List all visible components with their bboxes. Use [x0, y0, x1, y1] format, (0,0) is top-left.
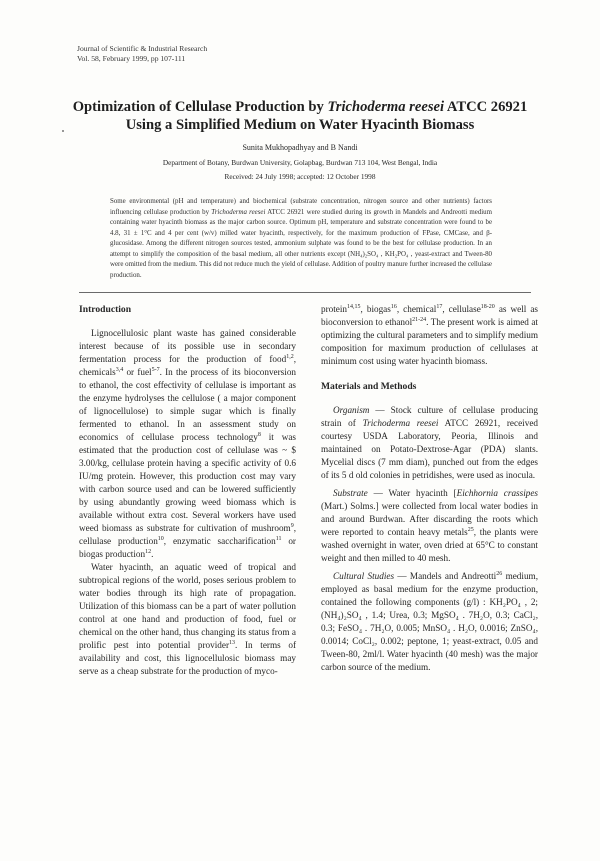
text: . In terms of availability and cost, this lignocellulosic biomass may serve as a cheap substrate for the production of myco-	[79, 640, 297, 676]
authors: Sunita Mukhopadhyay and B Nandi	[242, 143, 358, 152]
text: — Stock culture of cellulase producing strain of	[321, 405, 538, 428]
cultural-studies-paragraph	[321, 570, 538, 674]
citation: 25	[467, 526, 474, 533]
abstract-text: Some environmental (pH and temperature) and biochemical (substrate concentration, nitrogen source and other nutrients) factors influencing cellulase production by	[110, 198, 492, 216]
section-heading-introduction: Introduction	[79, 304, 132, 315]
citation: 11	[275, 535, 282, 542]
title-part: ATCC 26921	[444, 99, 528, 115]
citation: 14,15	[347, 303, 361, 310]
citation: 16	[390, 303, 397, 310]
organism-paragraph	[321, 404, 538, 482]
run-in-heading: Substrate	[333, 488, 368, 498]
intro-continuation	[321, 303, 538, 368]
text: , chemical	[396, 304, 437, 314]
text: medium, employed as basal medium for the enzyme production, contained the following components (g/l) : KH₂PO₄ , 2; (NH₄)₂SO₄ , 1.4; Urea, 0.3; MgSO₄ . 7H₂O, 0.3; CaCl₂, 0.3; FeSO₄ . 7H₂O, 0.005; MnSO₄ . H₂O, 0.0016; ZnSO₄, 0.0014; CoCl₂, 0.002; peptone, 1; yeast-extract, 0.05 and Tween-80, 2ml/l. Water hyacinth (40 mesh) was the major carbon source of the medium.	[321, 571, 538, 672]
intro-paragraph-1	[79, 327, 296, 561]
citation: 1,2	[286, 353, 294, 360]
abstract-organism: Trichoderma reesei	[211, 208, 266, 216]
text: ATCC 26921, received courtesy USDA Laboratory, Peoria, Illinois and maintained on Potato-Dextrose-Agar (PDA) slants. Mycelial discs (7 mm diam), punched out from the edges of its 5 d old colonies in petridishes, were used as inocula.	[321, 418, 538, 480]
text: Lignocellulosic plant waste has gained considerable interest because of its possible use in secondary fermentation process for the production of food	[79, 328, 296, 364]
text: or biogas production	[79, 536, 296, 559]
intro-paragraph-2	[79, 561, 296, 678]
title-line2: Using a Simplified Medium on Water Hyacinth Biomass	[125, 117, 475, 133]
run-in-heading: Cultural Studies	[333, 571, 395, 581]
text: Water hyacinth, an aquatic weed of tropical and subtropical regions of the world, poses serious problem to water bodies through its high rate of propagation. Utilization of this biomass can be a part of water pollution control at one hand and production of food, fuel or chemical on the other hand, thus changing its status from a prolific pest into potential provider	[79, 562, 296, 650]
citation: 13	[229, 639, 236, 646]
citation: 21-24	[412, 316, 427, 323]
text: . The present work is aimed at optimizing the cultural parameters and to simplify medium composition for maximum production of cellulases at minimum cost using water hyacinth biomass.	[321, 317, 538, 366]
text: , biogas	[360, 304, 391, 314]
species-name: Eichhornia crassipes	[456, 488, 538, 498]
text: .	[151, 549, 154, 559]
title-organism: Trichoderma reesei	[327, 99, 445, 115]
citation: 18-20	[480, 303, 495, 310]
citation: 3,4	[115, 366, 124, 373]
citation: 5-7	[151, 366, 160, 373]
left-column	[79, 303, 296, 678]
text: — Mandels and Andreotti	[394, 571, 497, 581]
divider	[79, 292, 531, 293]
paper-title	[60, 98, 540, 134]
title-part: Optimization of Cellulase Production by	[72, 99, 328, 115]
section-heading-materials: Materials and Methods	[321, 381, 417, 392]
journal-header	[77, 44, 207, 64]
text: , the plants were washed overnight in water, oven dried at 65°C to constant weight and then milled to 40 mesh.	[321, 527, 538, 563]
organism-name: Trichoderma reesei	[362, 418, 439, 428]
citation: 9	[290, 522, 294, 529]
affiliation: Department of Botany, Burdwan University, Golapbag, Burdwan 713 104, West Bengal, India	[162, 158, 438, 167]
text: (Mart.) Solms.] were collected from local water bodies in and around Burdwan. After discarding the roots which were reported to contain heavy metals	[321, 501, 538, 537]
citation: 12	[145, 548, 152, 555]
text: protein	[321, 304, 348, 314]
text: , cellulase	[442, 304, 481, 314]
citation: 8	[257, 431, 261, 438]
received-dates: Received: 24 July 1998; accepted: 12 October 1998	[224, 172, 376, 181]
text: , cellulase production	[79, 523, 296, 546]
text: or fuel	[123, 367, 152, 377]
journal-volume: Vol. 58, February 1999, pp 107-111	[77, 54, 186, 63]
text: , enzymatic saccharification	[163, 536, 276, 546]
text: , chemicals	[79, 354, 296, 377]
citation: 10	[157, 535, 164, 542]
citation: 17	[436, 303, 443, 310]
right-column	[321, 303, 538, 674]
text: — Water hyacinth [	[367, 488, 457, 498]
text: it was estimated that the production cost of cellulase was ~ $ 3.00/kg, cellulase protein having a specific activity of 0.6 IU/mg protein. However, this production cost may vary with carbon source used and can be lowered sufficiently by using abundantly growing weed biomass which is available without extra cost. Several workers have used weed biomass as substrate for cultivation of mushroom	[79, 432, 296, 533]
journal-name: Journal of Scientific & Industrial Research	[77, 44, 208, 53]
citation: 26	[496, 570, 503, 577]
text: as well as bioconversion to ethanol	[321, 304, 538, 327]
abstract	[110, 197, 492, 281]
text: . In the process of its bioconversion to ethanol, the cost effectivity of cellulase is important as the enzyme hydrolyses the cellulose ( a major component of lignocellulose) to simple sugar which is finally fermented to ethanol. In an assessment study on economics of cellulase process technology	[79, 367, 297, 442]
run-in-heading: Organism	[333, 405, 370, 415]
abstract-text: ATCC 26921 were studied during its growth in Mandels and Andreotti medium containing water hyacinth biomass as the major carbon source. Optimum pH, temperature and substrate concentration were found to be 4.8, 31 ± 1°C and 4 per cent (w/v) milled water hyacinth, respectively, for the maximum production of FPase, CMCase, and β-glucosidase. Among the different nitrogen sources tested, ammonium sulphate was found to be the best for cellulase production. In an attempt to simplify the composition of the basal medium, all other nutrients except (NH₄)₂SO₄ , KH₂PO₄ , yeast-extract and Tween-80 were omitted from the medium. This did not reduce much the yield of cellulase. Addition of poultry manure further increased the cellulase production.	[110, 208, 492, 279]
substrate-paragraph	[321, 487, 538, 565]
